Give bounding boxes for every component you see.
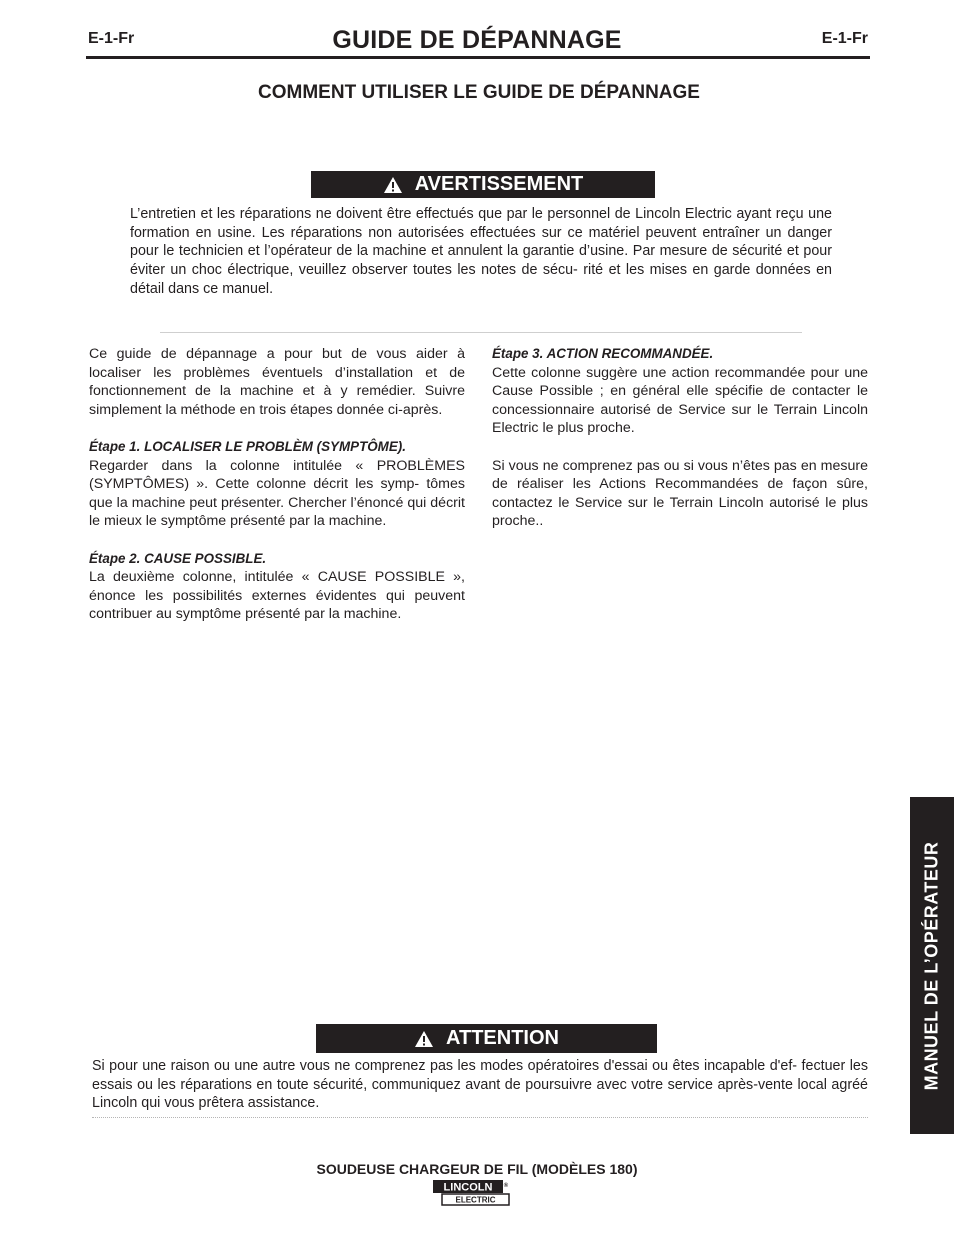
lincoln-electric-logo [432,1179,512,1207]
footer-product: SOUDEUSE CHARGEUR DE FIL (MODÈLES 180) [316,1161,638,1177]
page-number-right: E-1-Fr [821,30,868,47]
warning-label: AVERTISSEMENT [414,173,584,195]
header-rule [86,56,870,59]
attention-rule [92,1117,868,1118]
section-subtitle: COMMENT UTILISER LE GUIDE DE DÉPANNAGE [258,82,700,103]
warning-triangle-icon [414,1030,434,1048]
step1-title: Étape 1. LOCALISER LE PROBLÈM (SYMPTÔME). [89,438,406,454]
left-column [89,345,465,624]
logo-top-text: LINCOLN [443,1181,493,1194]
warning-text: L’entretien et les réparations ne doivent être effectués que par le personnel de Lincoln Electric ayant reçu une formation en usine. Les réparations non autorisées effectuées sur ce matériel peuvent entraîner un danger pour le technicien et l’opérateur de la machine et annulent la garantie d’usine. Par mesure de sécurité et pour éviter un choc électrique, veuillez observer toutes les notes de sécu- rité et les mises en garde données en détail dans ce manuel. [130,206,832,297]
warning-triangle-icon [383,176,403,194]
step1-text: Regarder dans la colonne intitulée « PROBLÈMES (SYMPTÔMES) ». Cette colonne décrit les symp- tômes que la machine peut présenter. Chercher l’énoncé qui décrit le mieux le symptôme présenté par la machine. [89,457,465,530]
side-tab-label: MANUEL DE L’OPÉRATEUR [921,841,942,1090]
step3-title: Étape 3. ACTION RECOMMANDÉE. [492,346,714,361]
page-number-left: E-1-Fr [88,30,135,47]
logo-registered-mark: ® [503,1183,509,1189]
separator [160,332,802,333]
right-column [492,345,868,531]
page-title: GUIDE DE DÉPANNAGE [332,26,622,54]
closing-paragraph: Si vous ne comprenez pas ou si vous n’êtes pas en mesure de réaliser les Actions Recommandées de façon sûre, contactez le Service sur le Terrain Lincoln autorisé le plus proche.. [492,457,868,530]
step2-text: La deuxième colonne, intitulée « CAUSE POSSIBLE », énonce les possibilités externes évidentes qui peuvent contribuer au symptôme présenté par la machine. [89,569,465,623]
side-tab [910,797,954,1134]
attention-banner [316,1024,657,1053]
intro-paragraph: Ce guide de dépannage a pour but de vous aider à localiser les problèmes éventuels d’installation et de fonctionnement de la machine et à y remédier. Suivre simplement la méthode en trois étapes donnée ci-après. [89,346,465,418]
step2-title: Étape 2. CAUSE POSSIBLE. [89,550,267,566]
logo-bottom-text: ELECTRIC [455,1195,496,1205]
warning-banner [311,171,655,198]
attention-label: ATTENTION [446,1027,559,1049]
attention-text: Si pour une raison ou une autre vous ne comprenez pas les modes opératoires d'essai ou êtes incapable d'ef- fectuer les essais ou les réparations en toute sécurité, communiquez avant de poursuivre avec votre service après-vente local agréé Lincoln qui vous prêtera assistance. [92,1058,868,1112]
step3-text: Cette colonne suggère une action recommandée pour une Cause Possible ; en général elle spécifie de contacter le concessionnaire autorisé de Service sur le Terrain Lincoln Electric le plus proche. [492,364,868,437]
